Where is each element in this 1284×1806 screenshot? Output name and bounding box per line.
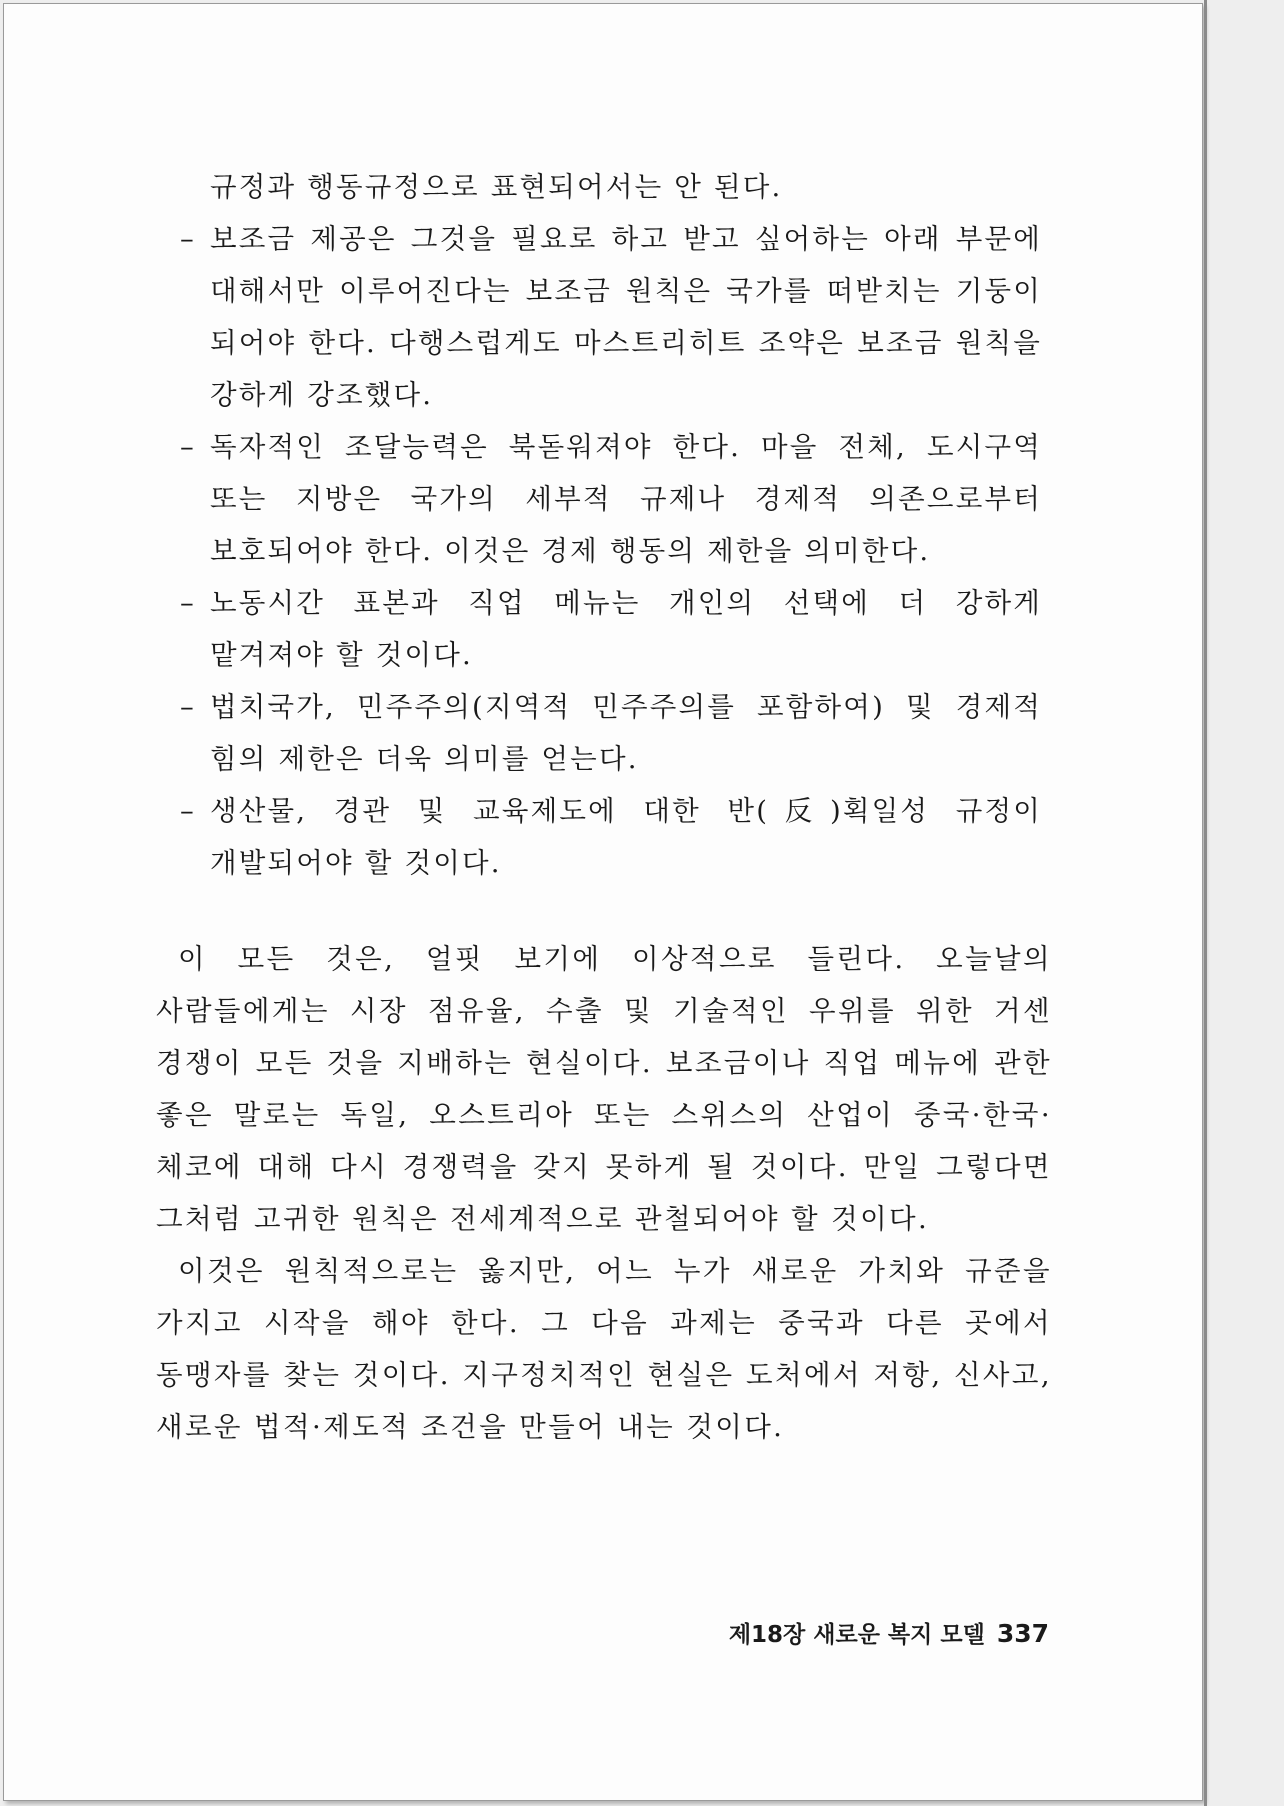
bullet-marker: – [180, 795, 194, 827]
bullet-marker: – [180, 587, 194, 619]
body-text [156, 933, 1052, 1453]
bullet-item [180, 681, 1042, 785]
bullet-text: 생산물, 경관 및 교육제도에 대한 반(反)획일성 규정이 개발되어야 할 것이다. [210, 795, 1042, 879]
chapter-title: 제18장 새로운 복지 모델 [728, 1622, 985, 1648]
bullet-list [180, 161, 1042, 889]
bullet-marker: – [180, 691, 194, 723]
paragraph: 이것은 원칙적으로는 옳지만, 어느 누가 새로운 가치와 규준을 가지고 시작을 해야 한다. 그 다음 과제는 중국과 다른 곳에서 동맹자를 찾는 것이다. 지구정치적인 현실은 도처에서 저항, 신사고, 새로운 법적·제도적 조건을 만들어 내는 것이다. [156, 1255, 1052, 1443]
bullet-text: 독자적인 조달능력은 북돋워져야 한다. 마을 전체, 도시구역 또는 지방은 국가의 세부적 규제나 경제적 의존으로부터 보호되어야 한다. 이것은 경제 행동의 제한을 의미한다. [210, 431, 1042, 567]
bullet-item [180, 785, 1042, 889]
bullet-item [180, 213, 1042, 421]
bullet-text: 법치국가, 민주주의(지역적 민주주의를 포함하여) 및 경제적 힘의 제한은 더욱 의미를 얻는다. [210, 691, 1042, 775]
paragraph: 이 모든 것은, 얼핏 보기에 이상적으로 들린다. 오늘날의 사람들에게는 시장 점유율, 수출 및 기술적인 우위를 위한 거센 경쟁이 모든 것을 지배하는 현실이다. 보조금이나 직업 메뉴에 관한 좋은 말로는 독일, 오스트리아 또는 스위스의 산업이 중국·한국·체코에 대해 다시 경쟁력을 갖지 못하게 될 것이다. 만일 그렇다면 그처럼 고귀한 원칙은 전세계적으로 관철되어야 할 것이다. [156, 943, 1052, 1235]
bullet-text: 노동시간 표본과 직업 메뉴는 개인의 선택에 더 강하게 맡겨져야 할 것이다. [210, 587, 1042, 671]
bullet-item [180, 577, 1042, 681]
bullet-text: 보조금 제공은 그것을 필요로 하고 받고 싶어하는 아래 부문에 대해서만 이루어진다는 보조금 원칙은 국가를 떠받치는 기둥이 되어야 한다. 다행스럽게도 마스트리히트 조약은 보조금 원칙을 강하게 강조했다. [210, 223, 1042, 411]
continuation-line: 규정과 행동규정으로 표현되어서는 안 된다. [210, 171, 783, 203]
book-page [3, 3, 1203, 1801]
page-number: 337 [996, 1619, 1049, 1648]
page-footer [604, 1616, 1049, 1649]
bullet-marker: – [180, 223, 194, 255]
page-edge [1204, 0, 1207, 1806]
bullet-marker: – [180, 431, 194, 463]
bullet-item [180, 421, 1042, 577]
